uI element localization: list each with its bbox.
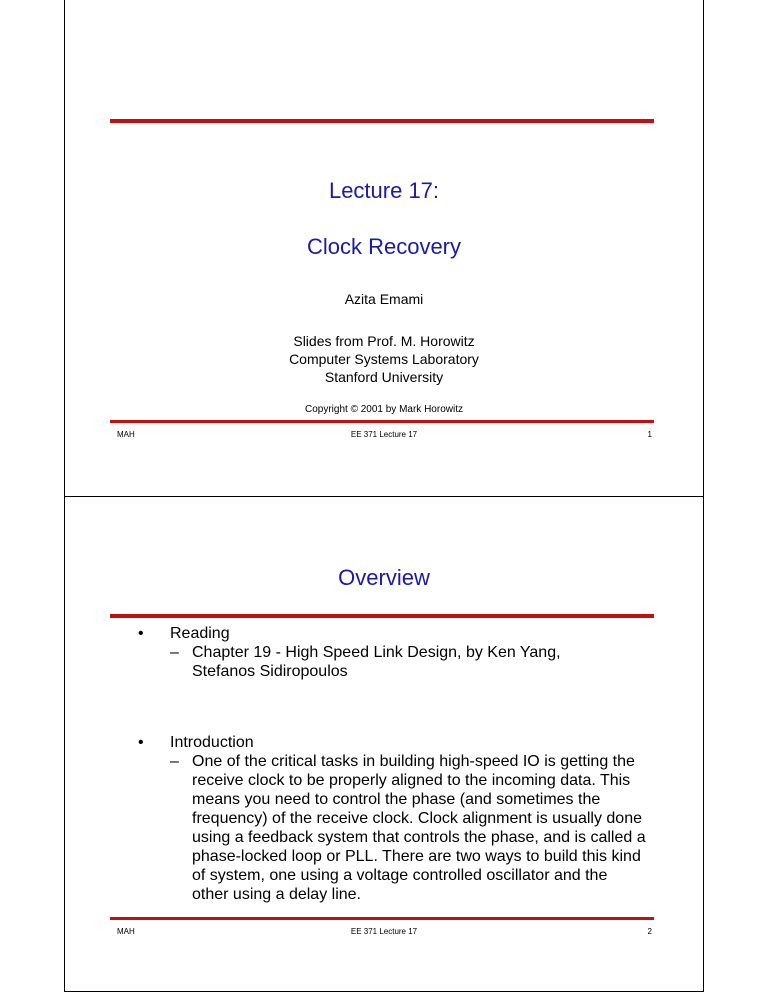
bullet-text: Reading <box>170 625 230 642</box>
sub-bullet <box>170 643 582 681</box>
bullet-item <box>134 624 694 681</box>
slide-title: Overview <box>338 565 430 590</box>
footer-left: MAH <box>117 927 135 936</box>
footer-rule <box>110 420 654 423</box>
author: Azita Emami <box>344 291 424 307</box>
page-number: 2 <box>647 927 652 936</box>
lecture-title: Lecture 17: <box>328 178 440 203</box>
sub-bullet-text: Chapter 19 - High Speed Link Design, by Ken Yang, Stefanos Sidiropoulos <box>192 644 561 680</box>
credit-line: Stanford University <box>324 369 444 385</box>
dash-marker: – <box>170 753 179 770</box>
title-rule <box>110 119 654 123</box>
credit-line: Slides from Prof. M. Horowitz <box>293 333 475 349</box>
bullet-text: Introduction <box>170 734 254 751</box>
footer-rule <box>110 917 654 920</box>
copyright: Copyright © 2001 by Mark Horowitz <box>305 404 463 415</box>
footer-center: EE 371 Lecture 17 <box>350 430 418 439</box>
slide-2 <box>64 496 704 992</box>
page-number: 1 <box>647 430 652 439</box>
sub-bullet <box>170 752 647 904</box>
bullet-item <box>134 733 694 904</box>
footer-center: EE 371 Lecture 17 <box>350 927 418 936</box>
lecture-subtitle: Clock Recovery <box>306 234 462 259</box>
bullet-marker: • <box>138 625 144 642</box>
dash-marker: – <box>170 644 179 661</box>
bullet-marker: • <box>138 734 144 751</box>
footer-left: MAH <box>117 430 135 439</box>
credit-line: Computer Systems Laboratory <box>289 351 479 367</box>
slide-1 <box>64 0 704 496</box>
bullet-list <box>134 624 694 904</box>
title-rule <box>110 614 654 618</box>
sub-bullet-text: One of the critical tasks in building high-speed IO is getting the receive clock to be properly aligned to the incoming data. This means you need to control the phase (and sometimes the frequency) of the receive clock. Clock alignment is usually done using a feedback system that controls the phase, and is called a phase-locked loop or PLL. There are two ways to build this kind of system, one using a voltage controlled oscillator and the other using a delay line. <box>192 753 646 903</box>
